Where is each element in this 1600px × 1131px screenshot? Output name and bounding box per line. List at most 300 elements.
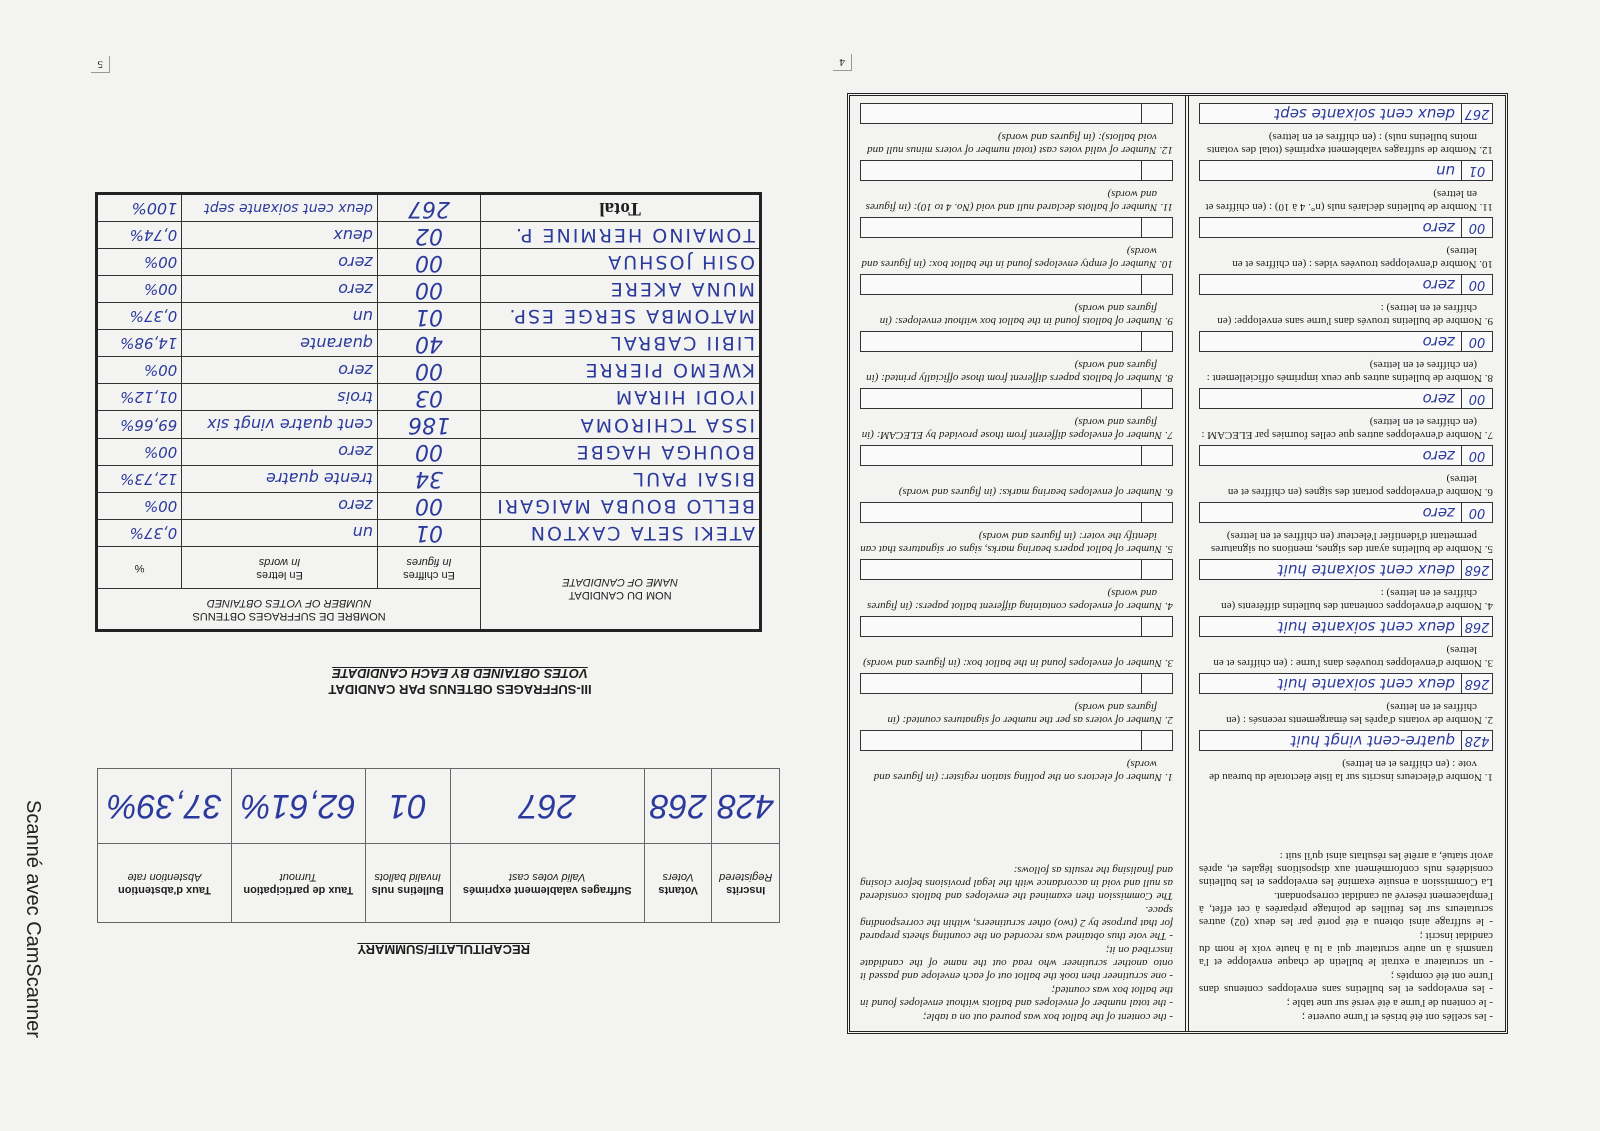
- answer-words: [861, 161, 1141, 180]
- answer-figures: [1141, 332, 1172, 351]
- form-item: [1199, 99, 1493, 156]
- answer-figures: 268: [1461, 560, 1492, 579]
- item-number: 1.: [1164, 771, 1173, 783]
- total-row: [97, 194, 761, 222]
- candidate-votes-words: un: [182, 303, 378, 330]
- fr-intro-paragraph: La Commission a ensuite examiné les enveloppes et les bulletins considérés nuls conformément aux dispositions légales et, après avoir statué, a arrêté les résultats ainsi qu'il suit :: [1199, 850, 1493, 888]
- form-item: [860, 612, 1173, 669]
- answer-figures: [1141, 503, 1172, 522]
- answer-words: deux cent soixante huit: [1277, 675, 1455, 693]
- item-text: Nombre d'enveloppes trouvées dans l'urne : (en chiffres et en lettres): [1213, 644, 1482, 669]
- candidate-row: [97, 249, 761, 276]
- item-number: 4.: [1484, 600, 1493, 612]
- answer-figures: [1141, 389, 1172, 408]
- item-text: Nombre d'enveloppes contenant des bulletins différents (en chiffres et en lettres) :: [1221, 587, 1482, 612]
- item-number: 6.: [1164, 486, 1173, 498]
- answer-figures: 00: [1461, 389, 1492, 408]
- answer-words: [861, 446, 1141, 465]
- summary-values-row: [98, 769, 780, 844]
- answer-field[interactable]: [1199, 388, 1493, 409]
- form-item-label: [1199, 523, 1493, 555]
- item-text: Number of envelopes containing different ballot papers: (in figures and words): [867, 587, 1162, 612]
- form-item-label: [1199, 409, 1493, 441]
- item-text: Number of ballot papers bearing marks, signs or signatures that can identify the voter: (in figures and words): [860, 530, 1162, 555]
- answer-figures: 00: [1461, 503, 1492, 522]
- answer-field[interactable]: [860, 160, 1173, 181]
- form-item-label: [1199, 637, 1493, 669]
- candidate-votes-words: zero: [182, 492, 378, 519]
- item-number: 6.: [1484, 486, 1493, 498]
- form-item: [1199, 384, 1493, 441]
- camscanner-watermark: Scanné avec CamScanner: [22, 800, 44, 1038]
- form-item: [1199, 555, 1493, 612]
- item-text: Number of envelopes found in the ballot box: (in figures and words): [863, 657, 1162, 669]
- form-item-label: [1199, 694, 1493, 726]
- candidate-row: [97, 411, 761, 438]
- candidate-percent: 00%: [97, 357, 182, 384]
- summary-header-cell: [98, 844, 232, 923]
- words-header: [182, 546, 378, 589]
- candidates-title: [260, 665, 660, 697]
- answer-words: zero: [1422, 447, 1455, 465]
- form-item: [860, 156, 1173, 213]
- french-items: [1199, 99, 1493, 783]
- candidate-name: KWEMO PIERRE: [481, 357, 761, 384]
- candidate-name: BOUHGA HAGBE: [481, 438, 761, 465]
- form-item-label: [1199, 580, 1493, 612]
- summary-title: RECAPITULATIF/SUMMARY: [357, 942, 530, 957]
- form-item-label: [860, 523, 1173, 555]
- fr-intro-paragraph: - le contenu de l'urne a été versé sur une table ;: [1286, 997, 1493, 1009]
- summary-value: 37,39%: [98, 769, 232, 844]
- english-items: [860, 99, 1173, 783]
- words-header-en: In words: [258, 555, 301, 568]
- answer-field[interactable]: [1199, 274, 1493, 295]
- english-intro: [860, 783, 1173, 1023]
- answer-words: zero: [1422, 333, 1455, 351]
- form-item-label: [860, 694, 1173, 726]
- answer-figures: 00: [1461, 446, 1492, 465]
- name-header-fr: NOM DU CANDIDAT: [568, 588, 672, 601]
- item-number: 10.: [1159, 258, 1173, 270]
- answer-words: [861, 332, 1141, 351]
- item-text: Nombre de suffrages valablement exprimés (total des votants moins bulletins nuls) : (en chiffres et en lettres): [1206, 131, 1477, 156]
- candidate-votes-figures: 03: [377, 384, 480, 411]
- form-item: [860, 99, 1173, 156]
- item-text: Number of electors on the polling station register: (in figures and words): [873, 758, 1162, 783]
- item-text: Nombre de bulletins ayant des signes, mentions ou signatures permettant d'identifier l'électeur (en chiffres et en lettres): [1211, 530, 1482, 555]
- answer-field[interactable]: [1199, 331, 1493, 352]
- answer-words: zero: [1422, 276, 1455, 294]
- item-text: Nombre de bulletins déclarés nuls (n°. 4 à 10) : (en chiffres et en lettres): [1205, 188, 1477, 213]
- candidate-votes-figures: 186: [377, 411, 480, 438]
- item-number: 3.: [1164, 657, 1173, 669]
- summary-header-cell: [450, 844, 644, 923]
- item-number: 7.: [1164, 429, 1173, 441]
- item-number: 11.: [1479, 201, 1493, 213]
- candidate-votes-words: trente quatre: [182, 465, 378, 492]
- answer-words: [861, 104, 1141, 123]
- answer-field[interactable]: [860, 217, 1173, 238]
- item-number: 7.: [1484, 429, 1493, 441]
- candidate-name: MATOMBA SERGE ESP.: [481, 303, 761, 330]
- total-figures: 267: [377, 194, 480, 222]
- candidate-name: ISSA TCHIROMA: [481, 411, 761, 438]
- form-item-label: [860, 637, 1173, 669]
- answer-field[interactable]: [860, 730, 1173, 751]
- answer-figures: 00: [1461, 218, 1492, 237]
- form-item-label: [860, 238, 1173, 270]
- summary-header-en: Invalid ballots: [374, 871, 442, 883]
- candidate-row: [97, 276, 761, 303]
- candidate-name: TOMAINO HERMINE P.: [481, 222, 761, 249]
- en-intro-paragraph: - one scrutineer then took the ballot out of each envelope and passed it onto another scrutineer who read out the name of the candidate inscribed on it;: [860, 944, 1173, 982]
- answer-figures: [1141, 674, 1172, 693]
- summary-header-cell: [365, 844, 450, 923]
- item-number: 2.: [1484, 714, 1493, 726]
- answer-field[interactable]: [1199, 445, 1493, 466]
- form-item: [1199, 612, 1493, 669]
- answer-field[interactable]: [860, 502, 1173, 523]
- candidate-name: OSIH JOSHUA: [481, 249, 761, 276]
- answer-field[interactable]: [1199, 103, 1493, 124]
- answer-figures: 01: [1461, 161, 1492, 180]
- form-item-label: [860, 409, 1173, 441]
- results-form: [847, 93, 1508, 1034]
- item-text: Nombre d'enveloppes autres que celles fournies par ELECAM : (en chiffres et en lettres): [1201, 416, 1482, 441]
- votes-header: [97, 589, 481, 631]
- candidate-votes-words: quarante: [182, 330, 378, 357]
- answer-words: zero: [1422, 504, 1455, 522]
- answer-words: zero: [1422, 390, 1455, 408]
- en-intro-paragraph: - the total number of envelopes and ballots without envelopes found in the ballot box was counted;: [860, 984, 1173, 1009]
- summary-header-cell: [712, 844, 780, 923]
- candidate-name: MUNA AKERE: [481, 276, 761, 303]
- answer-words: [861, 275, 1141, 294]
- summary-header-row: [98, 844, 780, 923]
- item-number: 8.: [1164, 372, 1173, 384]
- answer-figures: [1141, 104, 1172, 123]
- en-intro-paragraph: The Commission then examined the envelopes and ballots considered as null and void in accordance with the legal provisions before closing and finalising the results as follows:: [860, 864, 1173, 902]
- form-item-label: [1199, 466, 1493, 498]
- form-item: [860, 384, 1173, 441]
- candidate-percent: 00%: [97, 492, 182, 519]
- form-item: [1199, 270, 1493, 327]
- candidate-row: [97, 438, 761, 465]
- candidate-percent: 0,37%: [97, 519, 182, 546]
- summary-header-en: Voters: [662, 871, 694, 883]
- candidate-votes-figures: 00: [377, 438, 480, 465]
- candidate-votes-figures: 40: [377, 330, 480, 357]
- item-number: 4.: [1164, 600, 1173, 612]
- summary-value: 267: [450, 769, 644, 844]
- candidate-votes-figures: 00: [377, 276, 480, 303]
- summary-header-cell: [231, 844, 365, 923]
- candidate-row: [97, 357, 761, 384]
- form-english-column: [850, 96, 1185, 1031]
- form-item: [1199, 441, 1493, 498]
- item-number: 1.: [1484, 771, 1493, 783]
- candidate-row: [97, 519, 761, 546]
- answer-words: [861, 617, 1141, 636]
- candidate-row: [97, 222, 761, 249]
- form-item: [1199, 669, 1493, 726]
- item-text: Number of voters as per the number of signatures counted: (in figures and words): [887, 701, 1162, 726]
- percent-header: %: [97, 546, 182, 589]
- answer-figures: 00: [1461, 332, 1492, 351]
- candidate-percent: 69,66%: [97, 411, 182, 438]
- votes-header-fr: NOMBRE DE SUFFRAGES OBTENUS: [192, 610, 386, 623]
- candidate-percent: 00%: [97, 276, 182, 303]
- form-french-column: [1185, 96, 1505, 1031]
- candidate-row: [97, 384, 761, 411]
- answer-field[interactable]: [860, 559, 1173, 580]
- fr-intro-paragraph: - les scellés ont été brisés et l'urne ouverte ;: [1301, 1011, 1493, 1023]
- item-number: 10.: [1479, 258, 1493, 270]
- candidate-votes-words: zero: [182, 438, 378, 465]
- candidate-name: BISAI PAUL: [481, 465, 761, 492]
- answer-field[interactable]: [1199, 217, 1493, 238]
- summary-header-en: Registered: [719, 871, 773, 883]
- answer-figures: 267: [1461, 104, 1492, 123]
- page-number-right: 4: [834, 54, 853, 71]
- answer-figures: 268: [1461, 674, 1492, 693]
- answer-figures: [1141, 560, 1172, 579]
- summary-header-cell: [644, 844, 712, 923]
- form-item-label: [860, 580, 1173, 612]
- item-text: Nombre de bulletins trouvés dans l'urne sans enveloppe: (en chiffres et en lettres) :: [1217, 302, 1482, 327]
- answer-field[interactable]: [860, 274, 1173, 295]
- form-item: [860, 327, 1173, 384]
- answer-figures: [1141, 275, 1172, 294]
- answer-field[interactable]: [1199, 616, 1493, 637]
- item-number: 3.: [1484, 657, 1493, 669]
- answer-figures: [1141, 617, 1172, 636]
- candidate-row: [97, 330, 761, 357]
- summary-header-fr: Inscrits: [726, 884, 766, 896]
- form-item-label: [860, 181, 1173, 213]
- answer-words: zero: [1422, 219, 1455, 237]
- form-item: [1199, 327, 1493, 384]
- total-label: Total: [481, 194, 761, 222]
- summary-header-fr: Suffrages valablement exprimés: [462, 884, 632, 896]
- item-number: 8.: [1484, 372, 1493, 384]
- answer-figures: [1141, 446, 1172, 465]
- candidate-name: ATEKI SETA CAXTON: [481, 519, 761, 546]
- answer-field[interactable]: [860, 445, 1173, 466]
- candidate-votes-words: cent quatre vingt six: [182, 411, 378, 438]
- item-number: 9.: [1484, 315, 1493, 327]
- candidate-votes-words: zero: [182, 357, 378, 384]
- candidate-name: IYODI HIRAM: [481, 384, 761, 411]
- summary-value: 62,61%: [231, 769, 365, 844]
- summary-value: 428: [712, 769, 780, 844]
- form-item: [860, 270, 1173, 327]
- item-number: 11.: [1160, 201, 1173, 213]
- page-number-left: 5: [92, 56, 111, 73]
- fr-intro-paragraph: - un scrutateur a extrait le bulletin de chaque enveloppe et l'a transmis à un autre scrutateur qui a lu à haute voix le nom du candidat inscrit ;: [1199, 930, 1493, 968]
- form-item: [860, 669, 1173, 726]
- candidate-votes-figures: 34: [377, 465, 480, 492]
- candidate-percent: 01,12%: [97, 384, 182, 411]
- candidates-header-row: [97, 589, 761, 631]
- answer-words: [861, 560, 1141, 579]
- candidate-percent: 00%: [97, 438, 182, 465]
- answer-figures: [1141, 218, 1172, 237]
- form-item: [860, 441, 1173, 498]
- form-item: [1199, 498, 1493, 555]
- item-text: Number of ballots declared null and void (No. 4 to 10): (in figures and words): [865, 188, 1158, 213]
- answer-field[interactable]: [1199, 559, 1493, 580]
- answer-field[interactable]: [860, 103, 1173, 124]
- summary-header-fr: Votants: [658, 884, 698, 896]
- item-number: 5.: [1484, 543, 1493, 555]
- answer-field[interactable]: [860, 388, 1173, 409]
- form-item: [860, 498, 1173, 555]
- answer-field[interactable]: [1199, 673, 1493, 694]
- candidate-percent: 12,73%: [97, 465, 182, 492]
- form-item-label: [1199, 751, 1493, 783]
- answer-figures: 428: [1461, 731, 1492, 750]
- item-text: Number of ballots papers different from those officially printed: (in figures and words): [866, 359, 1162, 384]
- summary-header-fr: Taux de participation: [243, 884, 354, 896]
- form-item-label: [1199, 295, 1493, 327]
- item-text: Nombre d'électeurs inscrits sur la liste électorale du bureau de vote : (en chiffres et en lettres): [1209, 758, 1482, 783]
- form-item-label: [860, 295, 1173, 327]
- figures-header-fr: En chiffres: [403, 568, 455, 581]
- item-number: 5.: [1164, 543, 1173, 555]
- summary-header-en: Abstention rate: [127, 871, 202, 883]
- form-item-label: [860, 751, 1173, 783]
- candidates-title-fr: III-SUFFRAGES OBTENUS PAR CANDIDAT: [328, 682, 592, 697]
- candidate-votes-figures: 02: [377, 222, 480, 249]
- answer-figures: [1141, 161, 1172, 180]
- item-number: 9.: [1164, 315, 1173, 327]
- fr-intro-paragraph: - les enveloppes et les bulletins sans enveloppes contenus dans l'urne ont été comptés ;: [1199, 970, 1493, 995]
- answer-words: [861, 503, 1141, 522]
- candidate-percent: 00%: [97, 249, 182, 276]
- answer-words: [861, 731, 1141, 750]
- candidates-title-en: VOTES OBTAINED BY EACH CANDIDATE: [332, 666, 588, 681]
- form-item-label: [860, 124, 1173, 156]
- form-item-label: [1199, 238, 1493, 270]
- answer-figures: 00: [1461, 275, 1492, 294]
- candidate-votes-figures: 01: [377, 303, 480, 330]
- candidate-votes-figures: 00: [377, 249, 480, 276]
- candidate-votes-figures: 01: [377, 519, 480, 546]
- candidates-table: [95, 192, 762, 632]
- summary-value: 01: [365, 769, 450, 844]
- item-text: Number of envelopes bearing marks: (in figures and words): [898, 486, 1162, 498]
- item-text: Nombre de bulletins autres que ceux imprimés officiellement : (en chiffres et en lettres): [1206, 359, 1482, 384]
- answer-field[interactable]: [1199, 730, 1493, 751]
- answer-words: deux cent soixante sept: [1274, 105, 1455, 123]
- candidate-votes-words: zero: [182, 249, 378, 276]
- form-item-label: [1199, 181, 1493, 213]
- form-item: [1199, 726, 1493, 783]
- answer-figures: 268: [1461, 617, 1492, 636]
- candidate-votes-words: un: [182, 519, 378, 546]
- fr-intro-paragraph: - le suffrage ainsi obtenu a été porté par les deux (02) autres scrutateurs sur les feuilles de pointage préparées à cet effet, à l'emplacement réservé au candidat correspondant.: [1199, 890, 1493, 928]
- en-intro-paragraph: - the content of the ballot box was poured out on a table;: [922, 1011, 1173, 1023]
- answer-field[interactable]: [1199, 502, 1493, 523]
- form-item-label: [1199, 352, 1493, 384]
- total-words: deux cent soixante sept: [182, 194, 378, 222]
- candidate-row: [97, 465, 761, 492]
- summary-header-fr: Taux d'abstention: [118, 884, 211, 896]
- answer-figures: [1141, 731, 1172, 750]
- item-text: Number of empty envelopes found in the ballot box: (in figures and words): [861, 245, 1157, 270]
- candidate-votes-words: deux: [182, 222, 378, 249]
- candidate-votes-figures: 00: [377, 492, 480, 519]
- answer-words: [861, 674, 1141, 693]
- answer-words: deux cent soixante huit: [1277, 561, 1455, 579]
- figures-header: [377, 546, 480, 589]
- candidate-votes-words: zero: [182, 276, 378, 303]
- words-header-fr: En lettres: [256, 568, 303, 581]
- candidate-votes-figures: 00: [377, 357, 480, 384]
- candidate-percent: 0,74%: [97, 222, 182, 249]
- item-number: 12.: [1159, 144, 1173, 156]
- answer-field[interactable]: [860, 673, 1173, 694]
- form-item-label: [860, 466, 1173, 498]
- item-text: Nombre de votants d'après les émargements recensés : (en chiffres et en lettres): [1226, 701, 1482, 726]
- form-item-label: [1199, 124, 1493, 156]
- item-text: Number of valid votes cast (total number of voters minus null and void ballots): (in figures and words): [867, 131, 1157, 156]
- answer-field[interactable]: [860, 331, 1173, 352]
- form-item: [860, 726, 1173, 783]
- answer-field[interactable]: [860, 616, 1173, 637]
- summary-header-fr: Bulletins nuls: [371, 884, 444, 896]
- candidate-percent: 14,98%: [97, 330, 182, 357]
- figures-header-en: In figures: [406, 555, 452, 568]
- summary-header-en: Valid votes cast: [508, 871, 586, 883]
- total-percent: 100%: [97, 194, 182, 222]
- item-text: Number of envelopes different from those provided by ELECAM: (in figures and words): [861, 416, 1162, 441]
- form-item: [1199, 213, 1493, 270]
- form-item: [860, 555, 1173, 612]
- name-header-en: NAME OF CANDIDATE: [562, 575, 678, 588]
- french-intro: [1199, 783, 1493, 1023]
- form-item-label: [860, 352, 1173, 384]
- answer-words: un: [1435, 162, 1455, 180]
- answer-field[interactable]: [1199, 160, 1493, 181]
- answer-words: [861, 389, 1141, 408]
- candidate-row: [97, 303, 761, 330]
- answer-words: deux cent soixante huit: [1277, 618, 1455, 636]
- answer-words: quatre-cent vingt huit: [1290, 732, 1455, 750]
- en-intro-paragraph: - The vote thus obtained was recorded on the counting sheets prepared for that purpose by 2 (two) other scrutineers, within the corresponding space.: [860, 904, 1173, 942]
- form-item: [1199, 156, 1493, 213]
- form-item: [860, 213, 1173, 270]
- answer-words: [861, 218, 1141, 237]
- item-number: 2.: [1164, 714, 1173, 726]
- summary-table: [97, 768, 780, 923]
- candidate-name: BELLO BOUBA MAIGARI: [481, 492, 761, 519]
- item-text: Number of ballots found in the ballot box without envelopes: (in figures and words): [879, 302, 1162, 327]
- candidate-votes-words: trois: [182, 384, 378, 411]
- summary-header-en: Turnout: [279, 871, 317, 883]
- candidate-percent: 0,37%: [97, 303, 182, 330]
- item-text: Nombre d'enveloppes portant des signes (en chiffres et en lettres): [1227, 473, 1482, 498]
- candidate-name: LIBII CABRAL: [481, 330, 761, 357]
- summary-value: 268: [644, 769, 712, 844]
- votes-header-en: NUMBER OF VOTES OBTAINED: [206, 597, 372, 610]
- candidate-row: [97, 492, 761, 519]
- item-number: 12.: [1479, 144, 1493, 156]
- item-text: Nombre d'enveloppes trouvées vides : (en chiffres et en lettres): [1232, 245, 1477, 270]
- name-header: [481, 546, 761, 630]
